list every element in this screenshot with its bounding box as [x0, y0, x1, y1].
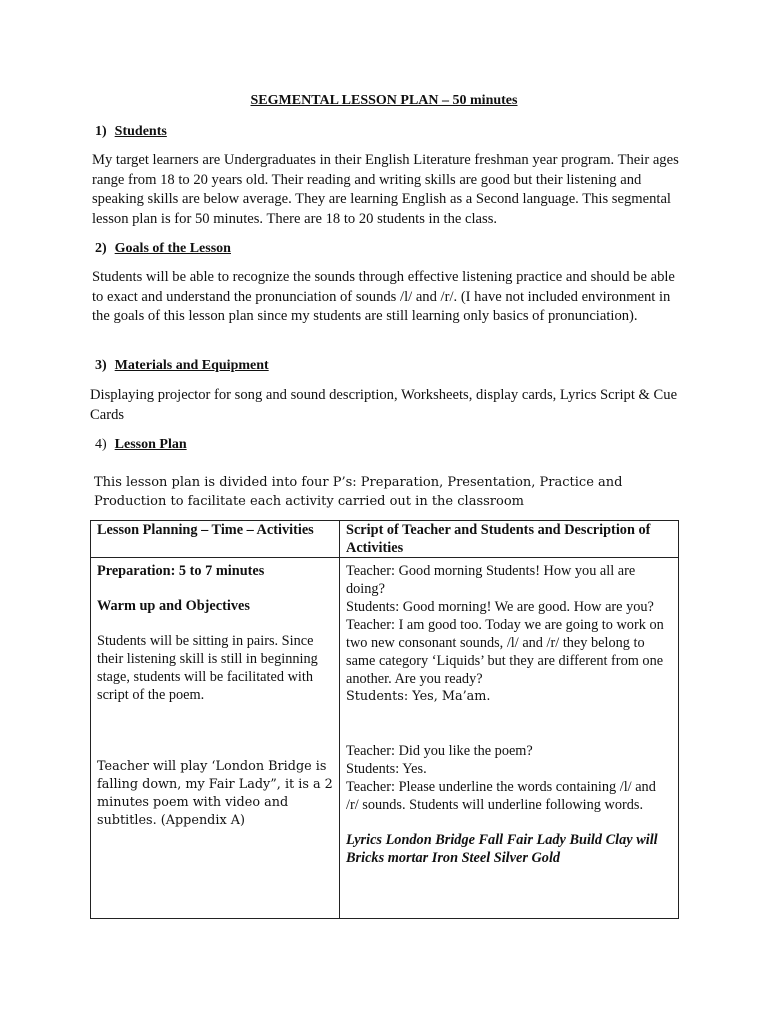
dialogue-line: Students: Yes.: [346, 761, 427, 777]
table-row: [91, 558, 679, 919]
pairs-description: Students will be sitting in pairs. Since their listening skill is still in beginning stage, students will be facilitated with script of the poem.: [97, 633, 318, 703]
lesson-plan-paragraph: This lesson plan is divided into four P’s: Preparation, Presentation, Practice and Production to facilitate each activity carried out in the classroom: [94, 475, 623, 509]
dialogue-line: Teacher: Please underline the words containing /l/ and /r/ sounds. Students will underline following words.: [346, 779, 656, 813]
goals-paragraph: Students will be able to recognize the sounds through effective listening practice and should be able to exact and understand the pronunciation of sounds /l/ and /r/. (I have not included environment in the goals of this lesson plan since my students are still learning only basics of pronunciation).: [92, 269, 675, 324]
table-cell-script: [340, 558, 679, 919]
dialogue-line: Teacher: Did you like the poem?: [346, 743, 533, 759]
section-title: Goals of the Lesson: [114, 241, 231, 256]
section-title: Students: [114, 124, 167, 139]
materials-paragraph: Displaying projector for song and sound description, Worksheets, display cards, Lyrics Script & Cue Cards: [90, 387, 678, 423]
table-header-cell: Lesson Planning – Time – Activities: [91, 521, 340, 558]
section-heading-materials: [95, 358, 269, 374]
table-header-cell: Script of Teacher and Students and Description of Activities: [340, 521, 679, 558]
page-title: SEGMENTAL LESSON PLAN – 50 minutes: [250, 93, 518, 108]
section-number: 4): [95, 437, 107, 452]
students-paragraph: My target learners are Undergraduates in their English Literature freshman year program. Their ages range from 18 to 20 years old. Their reading and writing skills are good but their listening and speaking skills are below average. They are learning English as a Second language. This segmental lesson plan is for 50 minutes. There are 18 to 20 students in the class.: [92, 152, 679, 227]
dialogue-line: Students: Good morning! We are good. How are you?: [346, 599, 654, 615]
table-header-row: [91, 521, 679, 558]
poem-description: Teacher will play ‘London Bridge is falling down, my Fair Lady”, it is a 2 minutes poem with video and subtitles. (Appendix A): [97, 759, 333, 828]
dialogue-line: Teacher: I am good too. Today we are going to work on two new consonant sounds, /l/ and /r/ they belong to same category ‘Liquids’ but they are different from one another. Are you ready?: [346, 617, 664, 687]
warm-up-label: Warm up and Objectives: [97, 598, 250, 614]
preparation-label: Preparation: 5 to 7 minutes: [97, 563, 265, 579]
section-title: Lesson Plan: [114, 437, 187, 452]
dialogue-line: Students: Yes, Ma’am.: [346, 689, 491, 704]
section-heading-goals: [95, 241, 231, 257]
section-number: 1): [95, 124, 107, 139]
section-heading-lesson-plan: [95, 437, 187, 453]
dialogue-line: Teacher: Good morning Students! How you all are doing?: [346, 563, 636, 597]
lyrics-word-list: Lyrics London Bridge Fall Fair Lady Build Clay will Bricks mortar Iron Steel Silver Gold: [346, 832, 658, 866]
table-cell-activities: [91, 558, 340, 919]
lesson-plan-table: [90, 520, 679, 919]
section-number: 3): [95, 358, 107, 373]
section-heading-students: [95, 124, 167, 140]
section-number: 2): [95, 241, 107, 256]
section-title: Materials and Equipment: [114, 358, 269, 373]
